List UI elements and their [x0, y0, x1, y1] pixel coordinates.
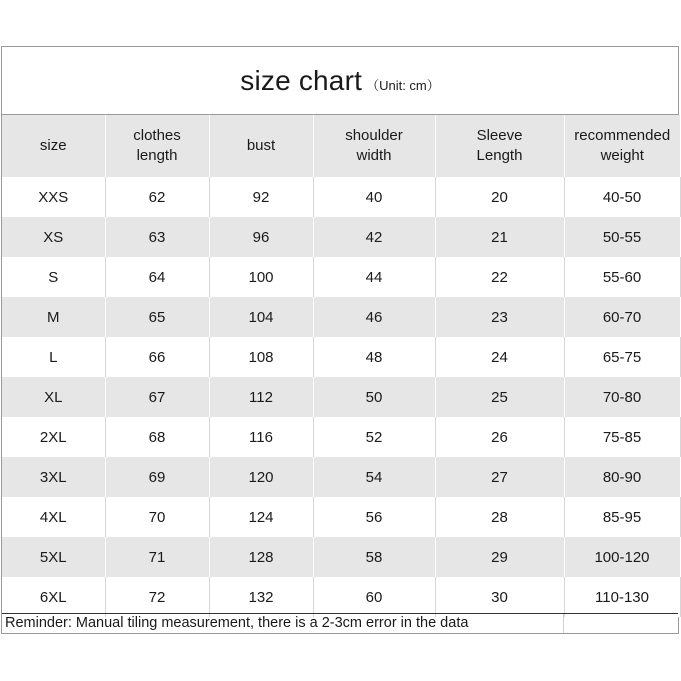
cell-size: M: [2, 297, 105, 337]
cell-sleeve-length: 20: [435, 177, 564, 217]
cell-sleeve-length: 29: [435, 537, 564, 577]
cell-shoulder-width: 56: [313, 497, 435, 537]
cell-clothes-length: 62: [105, 177, 209, 217]
size-table: [2, 115, 681, 617]
cell-sleeve-length: 30: [435, 577, 564, 617]
table-row: [2, 377, 680, 417]
table-row: [2, 457, 680, 497]
cell-bust: 100: [209, 257, 313, 297]
cell-clothes-length: 66: [105, 337, 209, 377]
table-header-row: [2, 115, 680, 177]
cell-clothes-length: 65: [105, 297, 209, 337]
column-header-sleeve-length: Sleeve Length: [435, 115, 564, 177]
cell-shoulder-width: 52: [313, 417, 435, 457]
table-row: [2, 257, 680, 297]
cell-bust: 116: [209, 417, 313, 457]
cell-size: 3XL: [2, 457, 105, 497]
page-title: size chart: [240, 64, 363, 96]
cell-sleeve-length: 27: [435, 457, 564, 497]
cell-bust: 104: [209, 297, 313, 337]
cell-size: 4XL: [2, 497, 105, 537]
cell-shoulder-width: 46: [313, 297, 435, 337]
cell-sleeve-length: 28: [435, 497, 564, 537]
cell-shoulder-width: 60: [313, 577, 435, 617]
table-body: [2, 177, 680, 617]
table-row: [2, 337, 680, 377]
cell-sleeve-length: 23: [435, 297, 564, 337]
table-row: [2, 497, 680, 537]
cell-clothes-length: 69: [105, 457, 209, 497]
cell-shoulder-width: 42: [313, 217, 435, 257]
cell-recommended-weight: 55-60: [564, 257, 680, 297]
size-chart-document: [1, 46, 679, 634]
cell-bust: 124: [209, 497, 313, 537]
cell-bust: 92: [209, 177, 313, 217]
cell-size: XL: [2, 377, 105, 417]
cell-recommended-weight: 40-50: [564, 177, 680, 217]
cell-size: S: [2, 257, 105, 297]
reminder-blank-cell: [564, 614, 678, 633]
cell-recommended-weight: 100-120: [564, 537, 680, 577]
cell-clothes-length: 68: [105, 417, 209, 457]
cell-bust: 96: [209, 217, 313, 257]
table-row: [2, 177, 680, 217]
cell-size: L: [2, 337, 105, 377]
reminder-note: Reminder: Manual tiling measurement, there is a 2-3cm error in the data: [2, 614, 564, 633]
cell-shoulder-width: 50: [313, 377, 435, 417]
cell-shoulder-width: 40: [313, 177, 435, 217]
column-header-recommended-weight: recommended weight: [564, 115, 680, 177]
cell-bust: 108: [209, 337, 313, 377]
cell-bust: 120: [209, 457, 313, 497]
cell-sleeve-length: 21: [435, 217, 564, 257]
cell-bust: 112: [209, 377, 313, 417]
cell-size: 5XL: [2, 537, 105, 577]
cell-shoulder-width: 58: [313, 537, 435, 577]
cell-bust: 128: [209, 537, 313, 577]
column-header-bust: bust: [209, 115, 313, 177]
cell-recommended-weight: 50-55: [564, 217, 680, 257]
cell-size: 6XL: [2, 577, 105, 617]
cell-size: 2XL: [2, 417, 105, 457]
cell-sleeve-length: 25: [435, 377, 564, 417]
cell-shoulder-width: 44: [313, 257, 435, 297]
table-row: [2, 417, 680, 457]
reminder-row: [2, 613, 678, 633]
cell-size: XS: [2, 217, 105, 257]
cell-bust: 132: [209, 577, 313, 617]
cell-recommended-weight: 80-90: [564, 457, 680, 497]
cell-shoulder-width: 48: [313, 337, 435, 377]
cell-clothes-length: 72: [105, 577, 209, 617]
cell-clothes-length: 67: [105, 377, 209, 417]
cell-sleeve-length: 26: [435, 417, 564, 457]
cell-recommended-weight: 65-75: [564, 337, 680, 377]
cell-recommended-weight: 70-80: [564, 377, 680, 417]
cell-sleeve-length: 24: [435, 337, 564, 377]
column-header-size: size: [2, 115, 105, 177]
cell-shoulder-width: 54: [313, 457, 435, 497]
title-row: [2, 47, 678, 115]
column-header-clothes-length: clothes length: [105, 115, 209, 177]
cell-size: XXS: [2, 177, 105, 217]
cell-clothes-length: 71: [105, 537, 209, 577]
column-header-shoulder-width: shoulder width: [313, 115, 435, 177]
cell-sleeve-length: 22: [435, 257, 564, 297]
unit-note: （Unit: cm）: [366, 78, 440, 93]
cell-recommended-weight: 110-130: [564, 577, 680, 617]
cell-clothes-length: 63: [105, 217, 209, 257]
table-row: [2, 297, 680, 337]
table-row: [2, 577, 680, 617]
cell-clothes-length: 70: [105, 497, 209, 537]
cell-clothes-length: 64: [105, 257, 209, 297]
cell-recommended-weight: 75-85: [564, 417, 680, 457]
cell-recommended-weight: 60-70: [564, 297, 680, 337]
table-row: [2, 537, 680, 577]
cell-recommended-weight: 85-95: [564, 497, 680, 537]
table-row: [2, 217, 680, 257]
